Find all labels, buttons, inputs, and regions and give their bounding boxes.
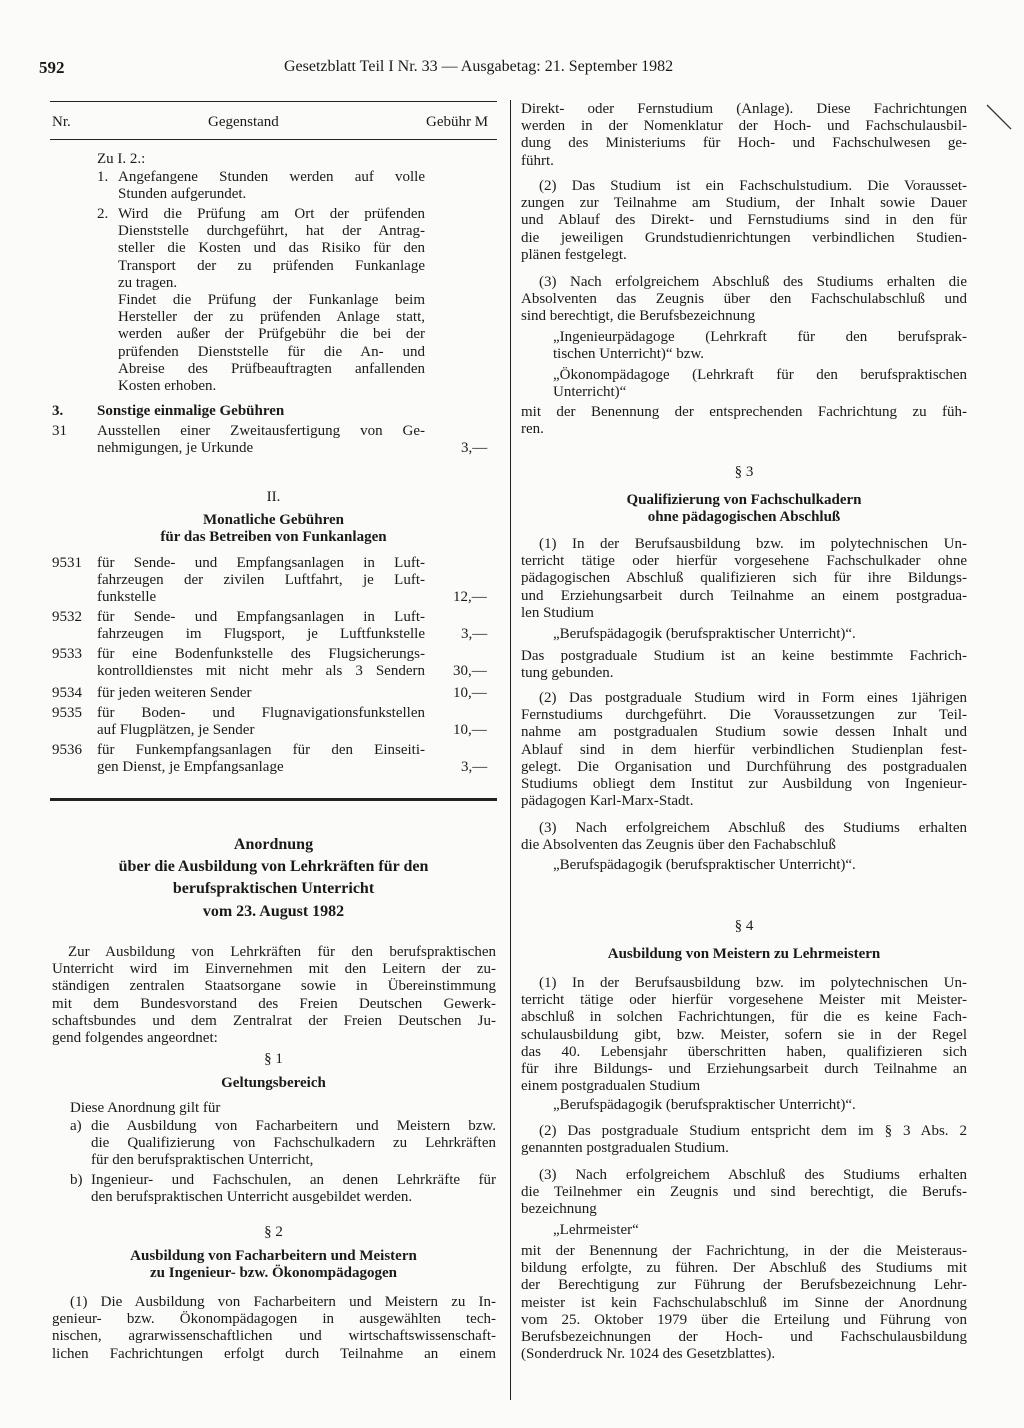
text-line: gend folgendes angeordnet: (52, 1030, 218, 1047)
text-line: Zur Ausbildung von Lehrkräften für den berufspraktischen (68, 944, 496, 960)
ordinance-date: vom 23. August 1982 (202, 903, 345, 920)
item-31-text (97, 423, 425, 457)
text-line: gen Dienst, je Empfangsanlage (97, 759, 284, 776)
paragraph-4-title: Ausbildung von Meistern zu Lehrmeistern (607, 946, 881, 962)
text-line: nahme am postgradualen Studium sowie dessen Inhalt und (521, 724, 967, 741)
title-line: Anordnung (233, 836, 314, 853)
text-line: Kosten erhoben. (118, 378, 217, 395)
text-line: für Sende- und Empfangsanlagen in Luft- (97, 609, 425, 625)
text-line: genannten postgradualen Studium. (521, 1140, 729, 1157)
item-31-fee: 3,— (461, 440, 488, 456)
text-line: einem postgradualen Studium (521, 1078, 701, 1095)
text-line: gelegt. Die Organisation und Durchführung des postgradualen (521, 758, 967, 775)
text-line: für jeden weiteren Sender (97, 685, 252, 701)
col-header-gegenstand: Gegenstand (208, 114, 279, 130)
text-line: Abreise des Prüfbeauftragten anfallenden (118, 360, 425, 377)
text-line: prüfenden Dienststelle für die An- und (118, 343, 425, 360)
title-line: Monatliche Gebühren (203, 512, 344, 528)
course-title-quote: „Berufspädagogik (berufspraktischer Unterricht)“. (553, 857, 856, 873)
item-fee: 3,— (461, 626, 488, 642)
text-line: fahrzeugen der zivilen Luftfahrt, je Luft- (97, 572, 425, 589)
text-line: mit der Benennung der Fachrichtung, in der die Meisteraus- (521, 1243, 967, 1259)
text-line: die jeweiligen Grundstudienrichtungen verbindlichen Studien- (521, 229, 967, 246)
text-line: Transport der zu prüfenden Funkanlage (118, 257, 425, 274)
text-line: für Funkempfangsanlagen für den Einseiti- (97, 742, 425, 758)
zu-heading: Zu I. 2.: (97, 151, 146, 167)
item-fee: 3,— (461, 759, 488, 775)
text-line: zungen zur Teilnahme am Studium, der Inhalt sowie Dauer (521, 195, 967, 212)
item-fee: 30,— (453, 663, 487, 679)
paragraph-3-number: § 3 (734, 464, 754, 480)
title-line: Ausbildung von Facharbeitern und Meistern (130, 1248, 417, 1264)
item-31-number: 31 (52, 423, 67, 439)
text-line: genieur- bzw. Ökonompädagogen in ausgewählten tech- (52, 1311, 496, 1328)
text-line: (3) Nach erfolgreichem Abschluß des Studiums erhalten (539, 1167, 967, 1183)
title-line: zu Ingenieur- bzw. Ökonompädagogen (150, 1265, 397, 1282)
text-line: meister ist kein Fachschulabschluß im Sinne der Anordnung (521, 1294, 967, 1311)
text-line: vom 25. Oktober 1979 über die Erteilung und Führung von (521, 1311, 967, 1328)
job-title-quote (553, 367, 967, 401)
text-line: nischen, agrarwissenschaftlichen und wirtschaftswissenschaft- (52, 1328, 496, 1345)
text-line: (3) Nach erfolgreichem Abschluß des Studiums erhalten (539, 820, 967, 836)
item-text (97, 646, 425, 680)
text-line: dung des Ministeriums für Hoch- und Fachschulwesen ge- (521, 135, 967, 152)
text-line: Findet die Prüfung der Funkanlage beim (118, 292, 425, 309)
title-line: berufspraktischen Unterricht (172, 880, 375, 897)
paragraph-3-abs-1 (521, 536, 967, 622)
text-line: die Teilnehmer ein Zeugnis und sind berechtigt, die Berufs- (521, 1184, 967, 1201)
item-number: 9533 (52, 646, 82, 662)
text-line: (Sonderdruck Nr. 1024 des Gesetzblattes). (521, 1346, 776, 1363)
text-line: bezeichnung (521, 1201, 597, 1218)
col-header-nr: Nr. (52, 114, 71, 130)
preamble (52, 944, 496, 1047)
text-line: schaftsbundes und dem Zentralrat der Freien Deutschen Ju- (52, 1012, 496, 1029)
text-line: Stunden aufgerundet. (118, 186, 247, 203)
item-text (97, 705, 425, 739)
paragraph-2-abs-2 (521, 178, 967, 264)
job-title-quote (553, 329, 967, 363)
item-number: 9532 (52, 609, 82, 625)
ordinance-title (50, 834, 497, 900)
item-b-label: b) (70, 1172, 83, 1188)
text-line: len Studium (521, 604, 594, 621)
text-line: Dienststelle durchgeführt, hat der Antrag- (118, 223, 425, 240)
text-line: Fernstudiums durchgeführt. Die Voraussetzungen zur Teil- (521, 707, 967, 724)
text-line: Unterricht wird im Einvernehmen mit den Leitern der zu- (52, 961, 496, 978)
note-2-number: 2. (97, 206, 109, 222)
text-line: Ausstellen einer Zweitausfertigung von Ge- (97, 423, 425, 439)
text-line: nehmigungen, je Urkunde (97, 440, 254, 457)
text-line: Ingenieur- und Fachschulen, an denen Lehrkräfte für (91, 1172, 496, 1188)
title-line: über die Ausbildung von Lehrkräften für den (118, 858, 429, 875)
text-line: die Absolventen das Zeugnis über den Fachabschluß (521, 837, 836, 854)
title-line: ohne pädagogischen Abschluß (647, 509, 841, 526)
paragraph-3-after (521, 648, 967, 682)
paragraph-2-continuation (521, 101, 967, 170)
item-number: 9535 (52, 705, 82, 721)
part-2-title (50, 512, 497, 546)
paragraph-1-intro: Diese Anordnung gilt für (70, 1100, 221, 1116)
paragraph-2-abs-1 (52, 1294, 496, 1363)
item-b-text (91, 1172, 496, 1206)
col-header-gebuehr: Gebühr M (426, 114, 489, 130)
text-line: Ablauf sind in dem hierfür verbindlichen Studienplan fest- (521, 741, 967, 758)
course-title-quote: „Berufspädagogik (berufspraktischer Unterricht)“. (553, 1097, 856, 1113)
text-line: pädagogen Karl-Marx-Stadt. (521, 793, 694, 810)
text-line: das 40. Lebensjahr überschritten haben, qualifizieren sich (521, 1043, 967, 1060)
scan-mark (985, 103, 1015, 133)
paragraph-2-number: § 2 (264, 1224, 283, 1240)
section-3-number: 3. (52, 403, 64, 419)
title-line: für das Betreiben von Funkanlagen (160, 529, 387, 546)
text-line: (1) Die Ausbildung von Facharbeitern und Meistern zu In- (70, 1294, 496, 1310)
text-line: terricht tätige oder hierfür vorgesehene Fachschulkader ohne (521, 553, 967, 570)
text-line: fahrzeugen im Flugsport, je Luftfunkstelle (97, 626, 425, 643)
text-line: plänen festgelegt. (521, 246, 627, 263)
text-line: Berufsbezeichnungen der Hoch- und Fachschulausbildung (521, 1329, 967, 1346)
text-line: werden außer der Prüfgebühr die bei der (118, 326, 425, 343)
text-line: den berufspraktischen Unterricht ausgebildet werden. (91, 1189, 413, 1206)
page-number: 592 (39, 58, 65, 77)
item-fee: 10,— (453, 722, 487, 738)
text-line: Hersteller der zu prüfenden Anlage statt, (118, 309, 425, 326)
text-line: mit der Benennung der entsprechenden Fachrichtung zu füh- (521, 404, 967, 420)
text-line: Das postgraduale Studium ist an keine bestimmte Fachrich- (521, 648, 967, 664)
text-line: (2) Das postgraduale Studium wird in Form eines 1jährigen (539, 690, 967, 706)
item-text (97, 555, 425, 607)
paragraph-2-title (50, 1248, 497, 1282)
text-line: „Ökonompädagoge (Lehrkraft für den berufspraktischen (553, 367, 967, 383)
text-line: zu tragen. (118, 274, 178, 291)
text-line: die Ausbildung von Facharbeitern und Meistern bzw. (91, 1118, 496, 1134)
text-line: werden in der Nomenklatur der Hoch- und Fachschulausbil- (521, 118, 967, 135)
text-line: auf Flugplätzen, je Sender (97, 722, 255, 739)
item-text (97, 609, 425, 643)
paragraph-2-end (521, 404, 967, 438)
text-line: tung gebunden. (521, 665, 614, 682)
item-number: 9534 (52, 685, 82, 701)
text-line: funkstelle (97, 589, 157, 606)
item-a-text (91, 1118, 496, 1170)
text-line: für eine Bodenfunkstelle des Flugsicherungs- (97, 646, 425, 662)
section-3-title: Sonstige einmalige Gebühren (97, 403, 285, 419)
paragraph-4-abs-2 (521, 1123, 967, 1157)
text-line: und Erziehungsarbeit durch Teilnahme an einem postgradua- (521, 587, 967, 604)
text-line: lichen Fachrichtungen erfolgt durch Teilnahme an einem (52, 1345, 496, 1362)
paragraph-4-end (521, 1243, 967, 1363)
note-2 (118, 206, 425, 395)
text-line: führt. (521, 152, 554, 169)
text-line: für Sende- und Empfangsanlagen in Luft- (97, 555, 425, 571)
title-line: Qualifizierung von Fachschulkadern (626, 492, 862, 508)
text-line: (2) Das postgraduale Studium entspricht dem im § 3 Abs. 2 (539, 1123, 967, 1139)
text-line: Absolventen das Zeugnis über den Fachschulabschluß und (521, 291, 967, 308)
text-line: „Ingenieurpädagoge (Lehrkraft für den berufsprak- (553, 329, 967, 345)
item-a-label: a) (70, 1118, 82, 1134)
text-line: (1) In der Berufsausbildung bzw. im polytechnischen Un- (539, 536, 967, 552)
text-line: Unterricht)“ (553, 384, 627, 401)
item-text (97, 685, 425, 702)
item-text (97, 742, 425, 776)
text-line: sind berechtigt, die Berufsbezeichnung (521, 308, 756, 325)
note-1 (118, 169, 425, 203)
item-fee: 10,— (453, 685, 487, 701)
text-line: für den berufspraktischen Unterricht, (91, 1152, 314, 1169)
paragraph-1-number: § 1 (264, 1051, 283, 1067)
text-line: die Qualifizierung von Fachschulkadern zu Lehrkräften (91, 1135, 496, 1152)
text-line: bildung erfolgte, zu führen. Der Abschluß des Studiums mit (521, 1260, 967, 1277)
text-line: (2) Das Studium ist ein Fachschulstudium. Die Vorausset- (539, 178, 967, 194)
text-line: (1) In der Berufsausbildung bzw. im polytechnischen Un- (539, 975, 967, 991)
course-title-quote: „Berufspädagogik (berufspraktischer Unterricht)“. (553, 626, 856, 642)
text-line: ständigen zentralen Staatsorgane sowie in Übereinstimmung (52, 978, 496, 995)
paragraph-3-abs-3 (521, 820, 967, 854)
text-line: Studiums obliegt dem Institut zur Ausbildung von Ingenieur- (521, 776, 967, 793)
text-line: mit dem Bundesvorstand des Freien Deutschen Gewerk- (52, 995, 496, 1012)
paragraph-4-abs-1 (521, 975, 967, 1095)
text-line: und Ablauf des Direkt- und Fernstudiums sind in den für (521, 212, 967, 229)
paragraph-2-abs-3 (521, 274, 967, 326)
text-line: für Boden- und Flugnavigationsfunkstellen (97, 705, 425, 721)
job-title-quote: „Lehrmeister“ (553, 1222, 639, 1238)
text-line: steller die Kosten und das Risiko für den (118, 240, 425, 257)
text-line: Wird die Prüfung am Ort der prüfenden (118, 206, 425, 222)
text-line: Direkt- oder Fernstudium (Anlage). Diese Fachrichtungen (521, 101, 967, 117)
section-separator-rule (50, 798, 497, 801)
running-header: Gesetzblatt Teil I Nr. 33 — Ausgabetag: 21. September 1982 (284, 58, 674, 75)
text-line: tischen Unterricht)“ bzw. (553, 346, 705, 363)
text-line: schulausbildung gibt, bzw. Meister, sofern sie in der Regel (521, 1026, 967, 1043)
text-line: Angefangene Stunden werden auf volle (118, 169, 425, 185)
table-top-rule (50, 101, 497, 102)
paragraph-4-abs-3 (521, 1167, 967, 1219)
part-2-numeral: II. (266, 489, 281, 505)
text-line: (3) Nach erfolgreichem Abschluß des Studiums erhalten die (539, 274, 967, 290)
text-line: der Berechtigung zur Führung der Berufsbezeichnung Lehr- (521, 1277, 967, 1294)
item-number: 9531 (52, 555, 82, 571)
text-line: kontrolldienstes mit nicht mehr als 3 Sendern (97, 663, 425, 680)
column-divider (510, 100, 511, 1400)
item-fee: 12,— (453, 589, 487, 605)
paragraph-4-number: § 4 (734, 918, 754, 934)
text-line: pädagogischen Abschluß qualifizieren sich für ihre Bildungs- (521, 570, 967, 587)
table-header-rule (50, 139, 497, 140)
text-line: für ihre Bildungs- und Erziehungsarbeit durch Teilnahme an (521, 1061, 967, 1078)
paragraph-1-title: Geltungsbereich (221, 1075, 326, 1091)
note-1-number: 1. (97, 169, 109, 185)
text-line: ren. (521, 421, 544, 438)
item-number: 9536 (52, 742, 82, 758)
paragraph-3-title (521, 492, 967, 526)
paragraph-3-abs-2 (521, 690, 967, 810)
text-line: abschluß in solchen Fachrichtungen, für die es keine Fach- (521, 1009, 967, 1026)
text-line: terricht tätige oder hierfür vorgesehene Meister mit Meister- (521, 992, 967, 1009)
